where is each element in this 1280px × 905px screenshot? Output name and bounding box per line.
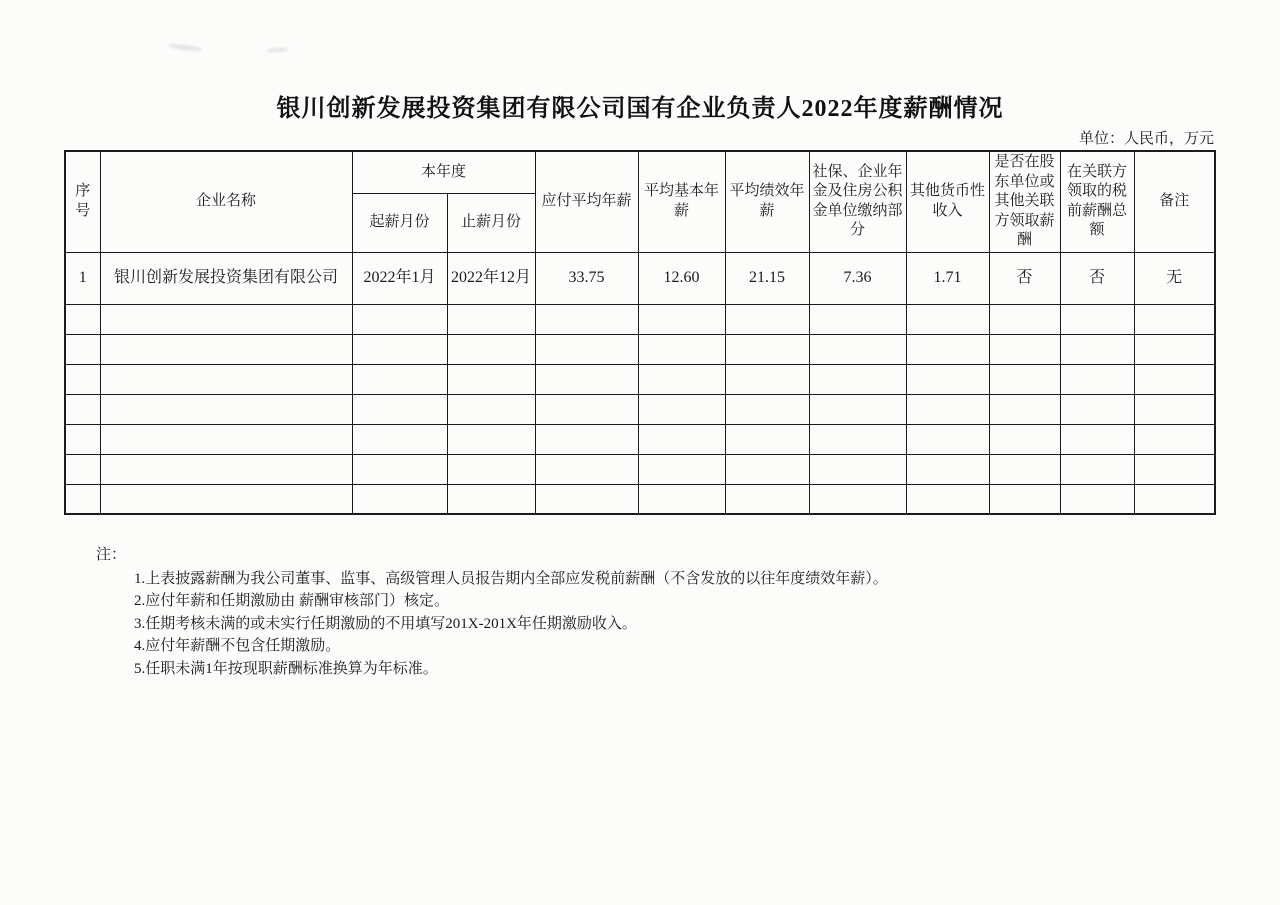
empty-cell xyxy=(906,334,989,364)
col-header-end-month: 止薪月份 xyxy=(447,193,535,252)
empty-cell xyxy=(447,454,535,484)
empty-cell xyxy=(809,334,906,364)
empty-cell xyxy=(100,454,352,484)
cell-avg-annual-payable: 33.75 xyxy=(535,252,638,304)
cell-end-month: 2022年12月 xyxy=(447,252,535,304)
col-header-avg-annual-payable: 应付平均年薪 xyxy=(535,151,638,252)
empty-cell xyxy=(638,394,725,424)
empty-cell xyxy=(65,364,100,394)
empty-cell xyxy=(989,364,1060,394)
notes-label: 注： xyxy=(96,547,127,563)
unit-note: 单位：人民币，万元 xyxy=(1078,131,1214,147)
empty-cell xyxy=(100,304,352,334)
col-header-avg-base-salary: 平均基本年薪 xyxy=(638,151,725,252)
empty-cell xyxy=(100,364,352,394)
empty-cell xyxy=(725,394,809,424)
empty-cell xyxy=(1060,484,1134,514)
empty-cell xyxy=(65,424,100,454)
empty-cell xyxy=(725,304,809,334)
empty-cell xyxy=(809,454,906,484)
col-header-current-year: 本年度 xyxy=(352,151,535,193)
empty-cell xyxy=(1060,424,1134,454)
empty-cell xyxy=(638,484,725,514)
note-item: 4.应付年薪酬不包含任期激励。 xyxy=(134,638,341,654)
empty-cell xyxy=(535,334,638,364)
cell-remark: 无 xyxy=(1134,252,1215,304)
col-header-company: 企业名称 xyxy=(100,151,352,252)
empty-cell xyxy=(1134,304,1215,334)
empty-cell xyxy=(1134,454,1215,484)
empty-cell xyxy=(638,304,725,334)
empty-cell xyxy=(100,394,352,424)
scan-smudge xyxy=(168,43,202,52)
col-header-related-party-total: 在关联方领取的税前薪酬总额 xyxy=(1060,151,1134,252)
table-header-row xyxy=(65,151,1215,193)
empty-cell xyxy=(535,454,638,484)
empty-cell xyxy=(906,364,989,394)
cell-shareholder-pay: 否 xyxy=(989,252,1060,304)
col-header-index: 序号 xyxy=(65,151,100,252)
empty-cell xyxy=(1134,394,1215,424)
empty-cell xyxy=(352,484,447,514)
empty-cell xyxy=(352,454,447,484)
empty-cell xyxy=(906,424,989,454)
note-item: 3.任期考核未满的或未实行任期激励的不用填写201X-201X年任期激励收入。 xyxy=(134,615,637,632)
col-header-remark: 备注 xyxy=(1134,151,1215,252)
empty-cell xyxy=(1134,484,1215,514)
empty-cell xyxy=(352,424,447,454)
empty-cell xyxy=(447,364,535,394)
empty-cell xyxy=(989,424,1060,454)
empty-cell xyxy=(1134,334,1215,364)
cell-social-insurance: 7.36 xyxy=(809,252,906,304)
empty-cell xyxy=(725,364,809,394)
empty-cell xyxy=(725,484,809,514)
empty-table-row xyxy=(65,304,1215,334)
empty-cell xyxy=(65,394,100,424)
empty-cell xyxy=(809,364,906,394)
cell-index: 1 xyxy=(65,252,100,304)
empty-cell xyxy=(352,364,447,394)
empty-cell xyxy=(906,454,989,484)
empty-cell xyxy=(1134,424,1215,454)
empty-cell xyxy=(906,304,989,334)
scan-smudge xyxy=(266,47,288,53)
empty-table-row xyxy=(65,484,1215,514)
empty-cell xyxy=(65,454,100,484)
empty-cell xyxy=(535,394,638,424)
empty-cell xyxy=(1060,304,1134,334)
empty-cell xyxy=(725,454,809,484)
empty-table-row xyxy=(65,364,1215,394)
cell-other-monetary-income: 1.71 xyxy=(906,252,989,304)
empty-cell xyxy=(535,484,638,514)
document-title: 银川创新发展投资集团有限公司国有企业负责人2022年度薪酬情况 xyxy=(276,96,1004,122)
empty-cell xyxy=(989,454,1060,484)
col-header-start-month: 起薪月份 xyxy=(352,193,447,252)
empty-cell xyxy=(65,334,100,364)
note-item: 1.上表披露薪酬为我公司董事、监事、高级管理人员报告期内全部应发税前薪酬（不含发放的以往年度绩效年薪）。 xyxy=(134,570,888,587)
empty-cell xyxy=(100,334,352,364)
cell-start-month: 2022年1月 xyxy=(352,252,447,304)
empty-cell xyxy=(1060,394,1134,424)
empty-cell xyxy=(447,304,535,334)
empty-cell xyxy=(100,424,352,454)
empty-table-row xyxy=(65,454,1215,484)
empty-table-row xyxy=(65,394,1215,424)
empty-cell xyxy=(352,334,447,364)
empty-cell xyxy=(352,304,447,334)
empty-cell xyxy=(1060,364,1134,394)
empty-cell xyxy=(535,364,638,394)
empty-cell xyxy=(638,454,725,484)
empty-cell xyxy=(809,484,906,514)
notes-section xyxy=(96,544,1196,680)
table-row xyxy=(65,252,1215,304)
empty-cell xyxy=(809,394,906,424)
empty-cell xyxy=(535,424,638,454)
empty-cell xyxy=(906,394,989,424)
empty-cell xyxy=(638,424,725,454)
empty-cell xyxy=(65,304,100,334)
empty-cell xyxy=(535,304,638,334)
col-header-social-insurance: 社保、企业年金及住房公积金单位缴纳部分 xyxy=(809,151,906,252)
empty-cell xyxy=(65,484,100,514)
cell-avg-base-salary: 12.60 xyxy=(638,252,725,304)
empty-cell xyxy=(1134,364,1215,394)
empty-cell xyxy=(447,394,535,424)
empty-cell xyxy=(447,484,535,514)
empty-table-row xyxy=(65,424,1215,454)
cell-avg-perf-salary: 21.15 xyxy=(725,252,809,304)
salary-table xyxy=(64,150,1216,515)
empty-cell xyxy=(1060,334,1134,364)
note-item: 2.应付年薪和任期激励由 薪酬审核部门）核定。 xyxy=(134,593,450,609)
empty-cell xyxy=(809,304,906,334)
empty-cell xyxy=(638,364,725,394)
empty-table-row xyxy=(65,334,1215,364)
cell-related-party-total: 否 xyxy=(1060,252,1134,304)
col-header-shareholder-pay: 是否在股东单位或其他关联方领取薪酬 xyxy=(989,151,1060,252)
empty-cell xyxy=(989,334,1060,364)
empty-cell xyxy=(809,424,906,454)
empty-cell xyxy=(989,394,1060,424)
empty-cell xyxy=(447,424,535,454)
empty-cell xyxy=(989,304,1060,334)
empty-cell xyxy=(725,334,809,364)
empty-cell xyxy=(725,424,809,454)
empty-cell xyxy=(1060,454,1134,484)
cell-company: 银川创新发展投资集团有限公司 xyxy=(100,252,352,304)
empty-cell xyxy=(906,484,989,514)
col-header-other-monetary-income: 其他货币性收入 xyxy=(906,151,989,252)
empty-cell xyxy=(638,334,725,364)
empty-cell xyxy=(447,334,535,364)
empty-cell xyxy=(100,484,352,514)
note-item: 5.任职未满1年按现职薪酬标准换算为年标准。 xyxy=(134,660,438,677)
empty-cell xyxy=(352,394,447,424)
col-header-avg-perf-salary: 平均绩效年薪 xyxy=(725,151,809,252)
empty-cell xyxy=(989,484,1060,514)
